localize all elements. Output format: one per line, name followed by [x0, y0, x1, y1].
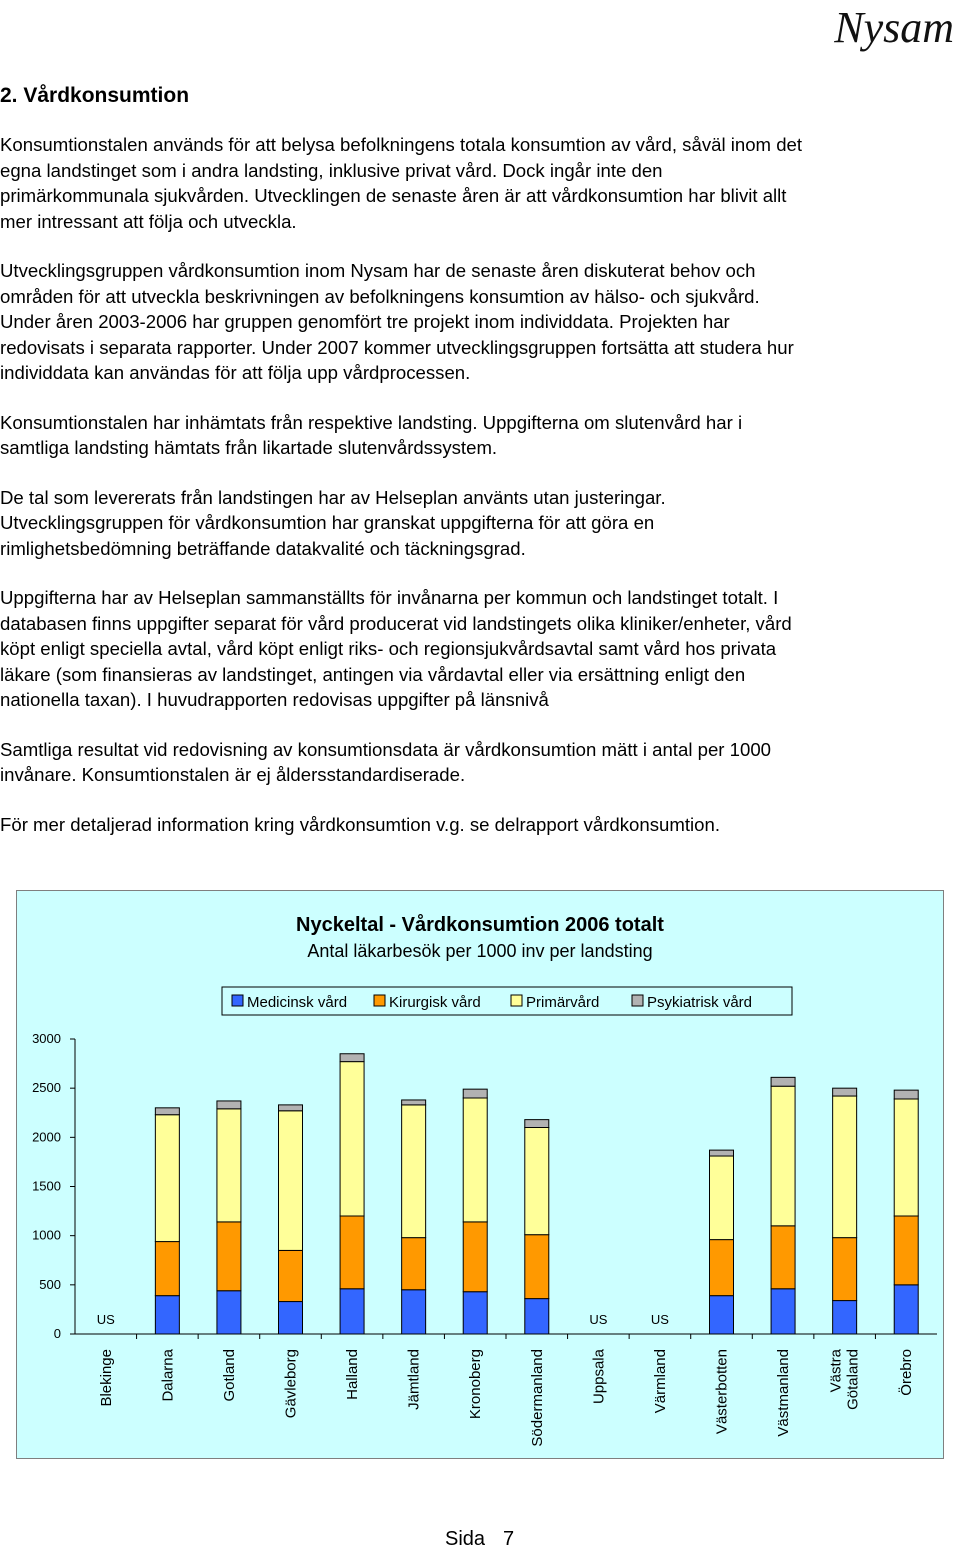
body-text [0, 132, 955, 861]
legend-swatch [511, 995, 522, 1006]
legend-label: Psykiatrisk vård [647, 994, 753, 1011]
x-category-label: Västmanland [775, 1349, 793, 1437]
page-footer [445, 1528, 532, 1551]
paragraph-line: primärkommunala sjukvården. Utvecklingen de senaste åren är att vårdkonsumtion har blivit allt [0, 185, 787, 206]
bar-segment [710, 1150, 734, 1156]
bar-segment [525, 1128, 549, 1235]
paragraph-line: mer intressant att följa och utveckla. [0, 210, 297, 232]
bar-segment [833, 1088, 857, 1096]
bar-segment [833, 1096, 857, 1238]
paragraph-line: Uppgifterna har av Helseplan sammanställts för invånarna per kommun och landstinget totalt. I [0, 587, 779, 608]
x-category-label-part: Västra [827, 1349, 845, 1393]
x-category-label: Västerbotten [713, 1349, 731, 1435]
bar-segment [217, 1291, 241, 1334]
paragraph-line: Konsumtionstalen används för att belysa befolkningens totala konsumtion av vård, såväl inom det [0, 134, 803, 155]
legend-label: Primärvård [526, 994, 600, 1011]
us-annotation: US [650, 1312, 669, 1327]
paragraph-line: För mer detaljerad information kring vårdkonsumtion v.g. se delrapport vårdkonsumtion. [0, 813, 720, 835]
paragraph [0, 258, 955, 386]
legend-label: Kirurgisk vård [389, 994, 481, 1011]
x-category-label: Uppsala [590, 1349, 608, 1405]
us-annotation: US [589, 1312, 608, 1327]
bar-segment [340, 1289, 364, 1334]
bar-segment [217, 1101, 241, 1109]
bar-segment [217, 1222, 241, 1291]
bar-segment [217, 1109, 241, 1222]
y-tick-label: 1000 [32, 1227, 61, 1243]
bar-segment [463, 1089, 487, 1098]
x-category-label: Gävleborg [282, 1349, 300, 1419]
bar-segment [710, 1156, 734, 1240]
paragraph-line: rimlighetsbedömning beträffande datakvalité och täckningsgrad. [0, 537, 526, 559]
x-category-label-part: Götaland [844, 1349, 862, 1410]
x-category-label: Jämtland [405, 1349, 423, 1410]
bar-segment [340, 1054, 364, 1062]
bar-segment [833, 1238, 857, 1301]
legend-swatch [374, 995, 385, 1006]
bar-segment [402, 1238, 426, 1290]
paragraph [0, 737, 955, 788]
bar-segment [894, 1216, 918, 1285]
chart-frame [16, 890, 944, 1459]
paragraph-line: nationella taxan). I huvudrapporten redovisas uppgifter på länsnivå [0, 689, 549, 710]
bar-segment [771, 1086, 795, 1226]
paragraph-line: redovisats i separata rapporter. Under 2007 kommer utvecklingsgruppen fortsätta att studera hur [0, 336, 794, 358]
bar-segment [710, 1296, 734, 1334]
x-category-label: Värmland [651, 1349, 669, 1414]
paragraph-line: Utvecklingsgruppen för vårdkonsumtion har granskat uppgifterna för att göra en [0, 512, 655, 533]
section-heading: 2. Vårdkonsumtion [0, 84, 190, 107]
paragraph [0, 410, 955, 461]
paragraph [0, 132, 955, 234]
bar-segment [463, 1098, 487, 1222]
bar-segment [894, 1090, 918, 1099]
y-tick-label: 500 [39, 1276, 61, 1292]
chart-subtitle: Antal läkarbesök per 1000 inv per landsting [307, 941, 653, 961]
bar-segment [463, 1222, 487, 1292]
y-tick-label: 2500 [32, 1080, 61, 1096]
x-category-label: Dalarna [159, 1349, 177, 1402]
bar-segment [340, 1216, 364, 1289]
bar-segment [155, 1108, 179, 1115]
x-category-label: Gotland [220, 1349, 238, 1402]
chart-title: Nyckeltal - Vårdkonsumtion 2006 totalt [296, 914, 664, 936]
paragraph [0, 812, 955, 838]
bar-segment [771, 1226, 795, 1289]
x-category-label: Södermanland [528, 1349, 546, 1447]
paragraph-line: områden för att utveckla beskrivningen av befolkningens konsumtion av hälso- och sjukvård. [0, 285, 760, 307]
stacked-bar-chart [17, 891, 943, 1458]
x-category-label: Blekinge [97, 1349, 115, 1407]
bar-segment [525, 1235, 549, 1299]
bar-segment [525, 1299, 549, 1334]
paragraph-line: köpt enligt speciella avtal, vård köpt enligt riks- och regionsjukvårdsavtal samt vård hos privata [0, 638, 777, 659]
paragraph-line: läkare (som finansieras av landstinget, antingen via vårdavtal eller via ersättning enligt den [0, 663, 746, 685]
y-tick-label: 0 [53, 1326, 61, 1341]
bar-segment [894, 1285, 918, 1334]
bar-segment [525, 1120, 549, 1128]
paragraph-line: individdata kan användas för att följa upp vårdprocessen. [0, 362, 471, 383]
bar-segment [463, 1292, 487, 1334]
paragraph-line: databasen finns uppgifter separat för vård producerat vid landstingets olika kliniker/enheter, vård [0, 612, 792, 634]
x-category-label: Kronoberg [467, 1349, 485, 1420]
bar-segment [155, 1242, 179, 1296]
legend-label: Medicinsk vård [247, 994, 348, 1011]
bar-segment [402, 1100, 426, 1105]
legend-swatch [232, 995, 243, 1006]
us-annotation: US [96, 1312, 115, 1327]
bar-segment [894, 1099, 918, 1216]
bar-segment [279, 1105, 303, 1111]
bar-segment [402, 1105, 426, 1238]
paragraph [0, 585, 955, 713]
x-category-label: Örebro [898, 1349, 916, 1396]
page-number: 7 [503, 1528, 515, 1550]
y-tick-label: 2000 [32, 1129, 61, 1145]
bar-segment [340, 1062, 364, 1216]
paragraph-line: Utvecklingsgruppen vårdkonsumtion inom Nysam har de senaste åren diskuterat behov och [0, 260, 756, 281]
x-category-label: Halland [344, 1349, 362, 1400]
bar-segment [155, 1115, 179, 1242]
paragraph-line: Konsumtionstalen har inhämtats från respektive landsting. Uppgifterna om slutenvård har i [0, 411, 743, 433]
paragraph-line: egna landstinget som i andra landsting, inklusive privat vård. Dock ingår inte den [0, 159, 663, 181]
bar-segment [279, 1302, 303, 1334]
bar-segment [279, 1111, 303, 1251]
y-tick-label: 3000 [32, 1031, 61, 1046]
paragraph-line: samtliga landsting hämtats från likartade slutenvårdssystem. [0, 437, 498, 458]
bar-segment [155, 1296, 179, 1334]
y-tick-label: 1500 [32, 1178, 61, 1194]
paragraph [0, 485, 955, 562]
paragraph-line: invånare. Konsumtionstalen är ej åldersstandardiserade. [0, 764, 466, 785]
paragraph-line: De tal som levererats från landstingen har av Helseplan använts utan justeringar. [0, 486, 666, 508]
footer-label: Sida [445, 1528, 486, 1550]
bar-segment [833, 1301, 857, 1334]
bar-segment [279, 1250, 303, 1301]
bar-segment [771, 1077, 795, 1086]
bar-segment [771, 1289, 795, 1334]
paragraph-line: Under åren 2003-2006 har gruppen genomfört tre projekt inom individdata. Projekten har [0, 311, 730, 332]
legend-swatch [632, 995, 643, 1006]
paragraph-line: Samtliga resultat vid redovisning av konsumtionsdata är vårdkonsumtion mätt i antal per 1000 [0, 738, 772, 760]
bar-segment [402, 1290, 426, 1334]
brand-logo: Nysam [834, 3, 954, 52]
bar-segment [710, 1240, 734, 1296]
